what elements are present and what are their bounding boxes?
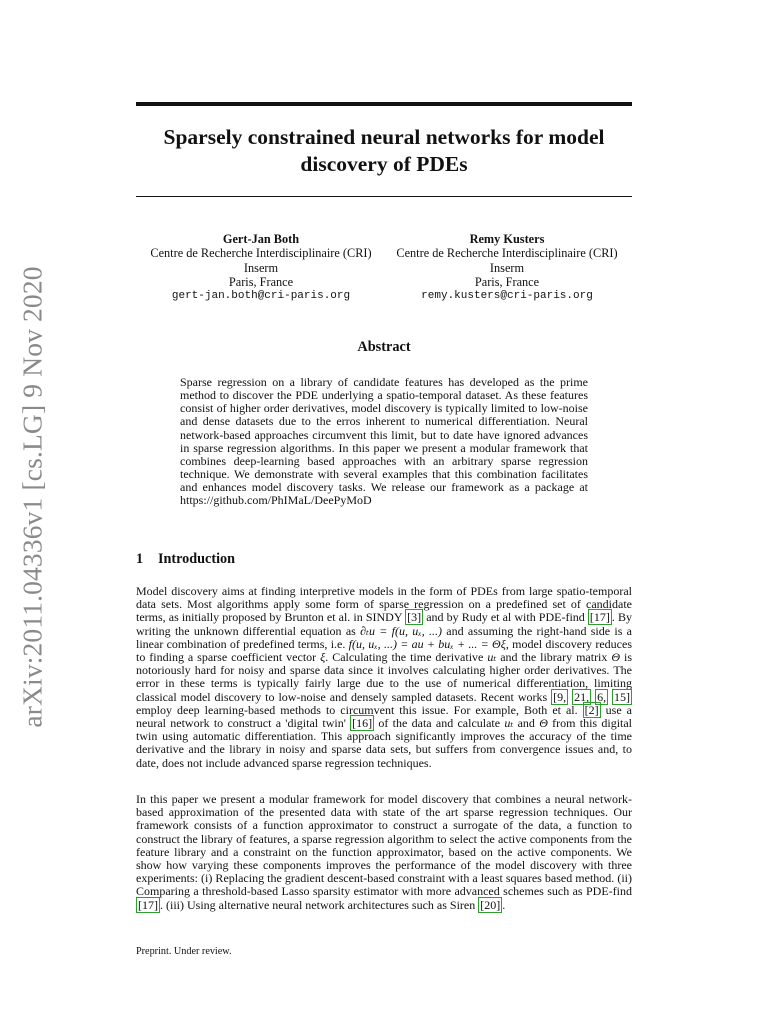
author-affiliation: Centre de Recherche Interdisciplinaire (CRI) <box>150 246 372 261</box>
inline-math: uₜ <box>504 716 514 731</box>
section-heading <box>136 551 632 568</box>
title-line-1: Sparsely constrained neural networks for model <box>163 125 605 149</box>
title-top-rule <box>136 102 632 106</box>
intro-paragraph-1 <box>136 585 632 770</box>
text-run: of the data and calculate <box>374 716 505 731</box>
citation-link[interactable]: [20] <box>480 897 501 912</box>
text-run: from this digital twin using automatic differentiation. This approach significantly improves the accuracy of the time derivative and the library in noisy and sparse data sets, but suffers from convergence issues and, to date, does not include advanced sparse regression techniques. <box>136 716 633 770</box>
text-run: . <box>502 897 506 912</box>
title-bottom-rule <box>136 196 632 197</box>
author-location: Paris, France <box>228 274 294 289</box>
inline-math: Θ <box>611 650 621 665</box>
abstract-text: Sparse regression on a library of candidate features has developed as the prime method to discover the PDE underlying a spatio-temporal dataset. As these features consist of higher order derivatives, model discovery is typically limited to low-noise and dense datasets due to the erros inherent to numerical differentiation. Neural network-based approaches circumvent this limit, but to date have ignored advances in sparse regression algorithms. In this paper we present a modular framework that combines deep-learning based approaches with an arbitrary sparse regression technique. We demonstrate with several examples that this combination facilitates and enhances model discovery tasks. We release our framework as a package at https://github.com/PhIMaL/DeePyMoD <box>180 375 588 508</box>
citation-link[interactable]: 6, <box>597 689 607 704</box>
author-block-2 <box>384 232 630 303</box>
text-run: . (iii) Using alternative neural network architectures such as Siren <box>160 897 479 912</box>
text-run: and by Rudy et al with PDE-find <box>423 610 588 625</box>
citation-link[interactable]: [2] <box>584 702 599 717</box>
inline-math: Θ <box>539 716 548 731</box>
paper-title <box>136 124 632 178</box>
title-line-2: discovery of PDEs <box>300 152 468 176</box>
author-email[interactable]: remy.kusters@cri-paris.org <box>421 290 593 303</box>
author-name: Remy Kusters <box>469 232 545 246</box>
author-institution: Inserm <box>243 260 279 275</box>
text-run: is notoriously hard for noisy and sparse data since it involves calculating higher order derivatives. The error in these terms is typically fairly large due to the use of numerical differentiation, limiting classical model discovery to low-noise and densely sampled datasets. Recent works <box>136 650 632 704</box>
inline-math: f(u, uₓ, ...) = au + buₓ + ... = Θξ <box>348 636 506 651</box>
citation-link[interactable]: [9, <box>553 689 567 704</box>
inline-math: uₜ <box>487 650 497 665</box>
arxiv-identifier: arXiv:2011.04336v1 [cs.LG] 9 Nov 2020 <box>17 266 48 728</box>
citation-link[interactable]: [17] <box>138 897 158 912</box>
citation-link[interactable]: 21, <box>574 689 590 704</box>
abstract-heading: Abstract <box>357 339 411 355</box>
text-run: use a neural network to construct a 'digital twin' <box>136 702 632 731</box>
arxiv-stamp <box>3 266 63 728</box>
citation-link[interactable]: [17] <box>589 610 610 625</box>
inline-math: ξ <box>320 650 326 665</box>
section-title: Introduction <box>158 551 235 567</box>
author-institution: Inserm <box>489 260 525 275</box>
text-run: and assuming the right-hand side is a linear combination of predefined terms, i.e. <box>136 623 632 651</box>
text-run: Model discovery aims at finding interpretive models in the form of PDEs from large spatio-temporal data sets. Most algorithms apply some form of sparse regression on a predefined set of candidate terms, as initially proposed by Brunton et al. in SINDY <box>136 584 632 625</box>
author-block-1 <box>138 232 384 303</box>
text-run: and the library matrix <box>496 650 612 665</box>
citation-link[interactable]: [16] <box>352 716 373 731</box>
text-run: employ deep learning-based methods to circumvent this issue. For example, Both et al. <box>136 702 583 717</box>
text-run: . By writing the unknown differential equation as <box>136 610 632 638</box>
text-run: , model discovery reduces to finding a sparse coefficient vector <box>136 636 632 665</box>
author-name: Gert-Jan Both <box>222 232 300 246</box>
author-location: Paris, France <box>474 274 540 289</box>
section-number: 1 <box>136 551 144 567</box>
text-run: and <box>513 716 540 731</box>
preprint-footnote: Preprint. Under review. <box>136 946 232 957</box>
text-run: . Calculating the time derivative <box>325 650 488 665</box>
author-email[interactable]: gert-jan.both@cri-paris.org <box>171 290 351 303</box>
text-run: In this paper we present a modular framework for model discovery that combines a neural network-based approximation of the presented data with state of the art sparse regression techniques. Our framework consists of a function approximator to construct a surrogate of the data, a function to construct the library of features, a sparse regression algorithm to select the active components from the feature library and a constraint on the function approximator, based on the active components. We show how varying these components improves the performance of the model discovery with three experiments: (i) Replacing the gradient descent-based constraint with a least squares based method. (ii) Comparing a threshold-based Lasso sparsity estimator with more advanced schemes such as PDE-find <box>136 792 632 899</box>
citation-link[interactable]: 15] <box>614 689 631 704</box>
author-affiliation: Centre de Recherche Interdisciplinaire (CRI) <box>396 246 618 261</box>
citation-link[interactable]: [3] <box>407 610 422 625</box>
intro-paragraph-2 <box>136 793 632 912</box>
inline-math: ∂ₜu = f(u, uₓ, ...) <box>360 623 442 638</box>
